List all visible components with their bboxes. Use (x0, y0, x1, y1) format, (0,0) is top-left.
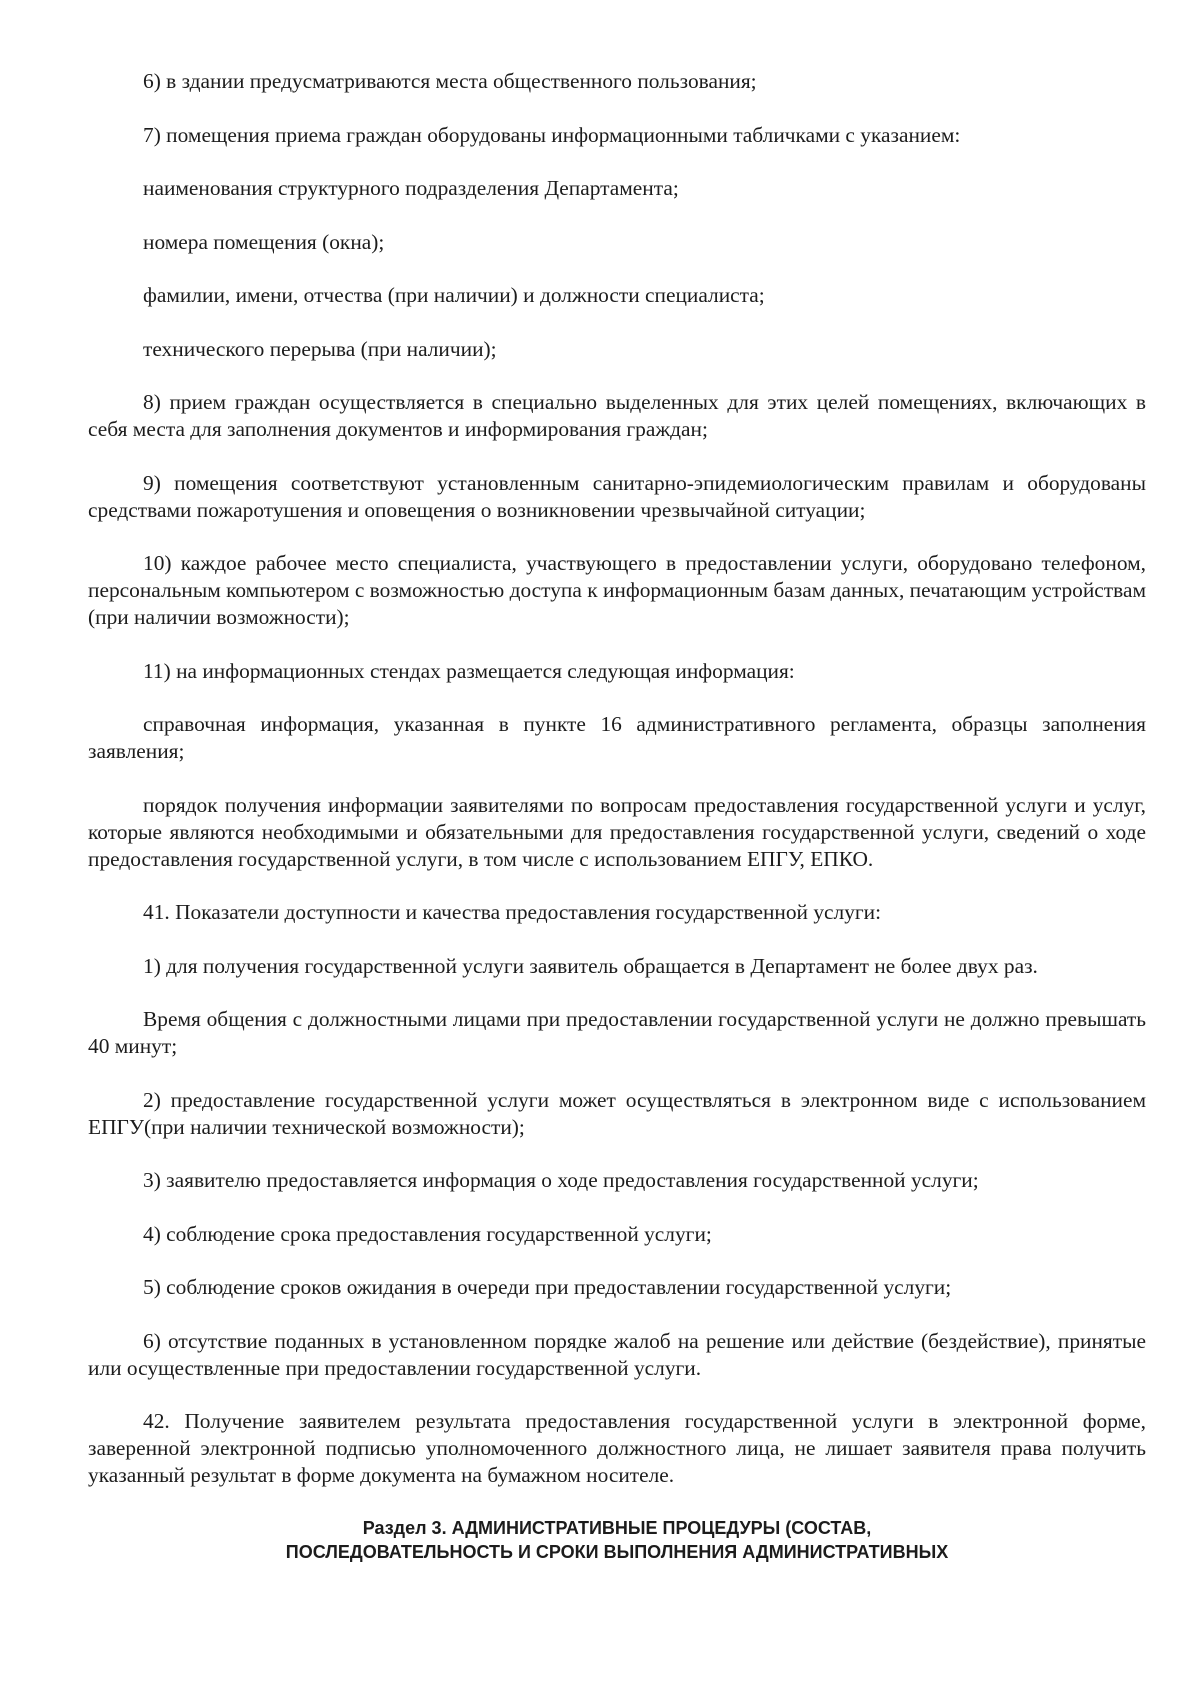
section-heading-line-1: Раздел 3. АДМИНИСТРАТИВНЫЕ ПРОЦЕДУРЫ (СОСТАВ, (362, 1518, 872, 1538)
paragraph-communication-time: Время общения с должностными лицами при предоставлении государственной услуги не должно превышать 40 минут; (88, 1007, 1146, 1058)
paragraph-item-41: 41. Показатели доступности и качества предоставления государственной услуги: (143, 900, 882, 924)
document-page (88, 68, 1146, 1564)
paragraph-sign-specialist-name: фамилии, имени, отчества (при наличии) и должности специалиста; (143, 283, 765, 307)
paragraph-reception-premises: 8) прием граждан осуществляется в специально выделенных для этих целей помещениях, включающих в себя места для заполнения документов и информирования граждан; (88, 390, 1146, 441)
paragraph-sign-department-unit: наименования структурного подразделения Департамента; (143, 176, 679, 200)
paragraph-queue-time: 5) соблюдение сроков ожидания в очереди при предоставлении государственной услуги; (143, 1275, 952, 1299)
paragraph-sign-technical-break: технического перерыва (при наличии); (143, 336, 497, 361)
paragraph-sign-room-number: номера помещения (окна); (143, 229, 385, 254)
paragraph-deadline-compliance: 4) соблюдение срока предоставления государственной услуги; (143, 1221, 712, 1246)
paragraph-public-areas: 6) в здании предусматриваются места общественного пользования; (143, 69, 757, 93)
paragraph-info-stands: 11) на информационных стендах размещается следующая информация: (143, 658, 795, 683)
paragraph-info-procedure: порядок получения информации заявителями по вопросам предоставления государственной услуги и услуг, которые являются необходимыми и обязательными для предоставления государственной услуги, сведений о ходе предоставления государственной услуги, в том числе с использованием ЕПГУ, ЕПКО. (88, 792, 1146, 871)
paragraph-visits-limit: 1) для получения государственной услуги заявитель обращается в Департамент не более двух раз. (143, 953, 1038, 978)
paragraph-reference-info: справочная информация, указанная в пункте 16 административного регламента, образцы заполнения заявления; (88, 712, 1146, 763)
paragraph-progress-info: 3) заявителю предоставляется информация о ходе предоставления государственной услуги; (143, 1168, 979, 1192)
paragraph-item-42: 42. Получение заявителем результата предоставления государственной услуги в электронной форме, заверенной электронной подписью уполномоченного должностного лица, не лишает заявителя права получить указанный результат в форме документа на бумажном носителе. (88, 1409, 1146, 1487)
paragraph-electronic-service: 2) предоставление государственной услуги может осуществляться в электронном виде с использованием ЕПГУ(при наличии технической возможности); (88, 1087, 1146, 1139)
section-heading-line-2: ПОСЛЕДОВАТЕЛЬНОСТЬ И СРОКИ ВЫПОЛНЕНИЯ АДМИНИСТРАТИВНЫХ (285, 1542, 949, 1562)
paragraph-workplace-equipment: 10) каждое рабочее место специалиста, участвующего в предоставлении услуги, оборудовано телефоном, персональным компьютером с возможностью доступа к информационным базам данных, печатающим устройствам (при наличии возможности); (88, 551, 1146, 629)
paragraph-sanitary-rules: 9) помещения соответствуют установленным санитарно-эпидемиологическим правилам и оборудованы средствами пожаротушения и оповещения о возникновении чрезвычайной ситуации; (88, 470, 1146, 522)
paragraph-reception-rooms-signs: 7) помещения приема граждан оборудованы информационными табличками с указанием: (143, 122, 961, 147)
paragraph-no-complaints: 6) отсутствие поданных в установленном порядке жалоб на решение или действие (бездействие), принятые или осуществленные при предоставлении государственной услуги. (88, 1328, 1146, 1380)
section-heading (88, 1516, 1146, 1564)
